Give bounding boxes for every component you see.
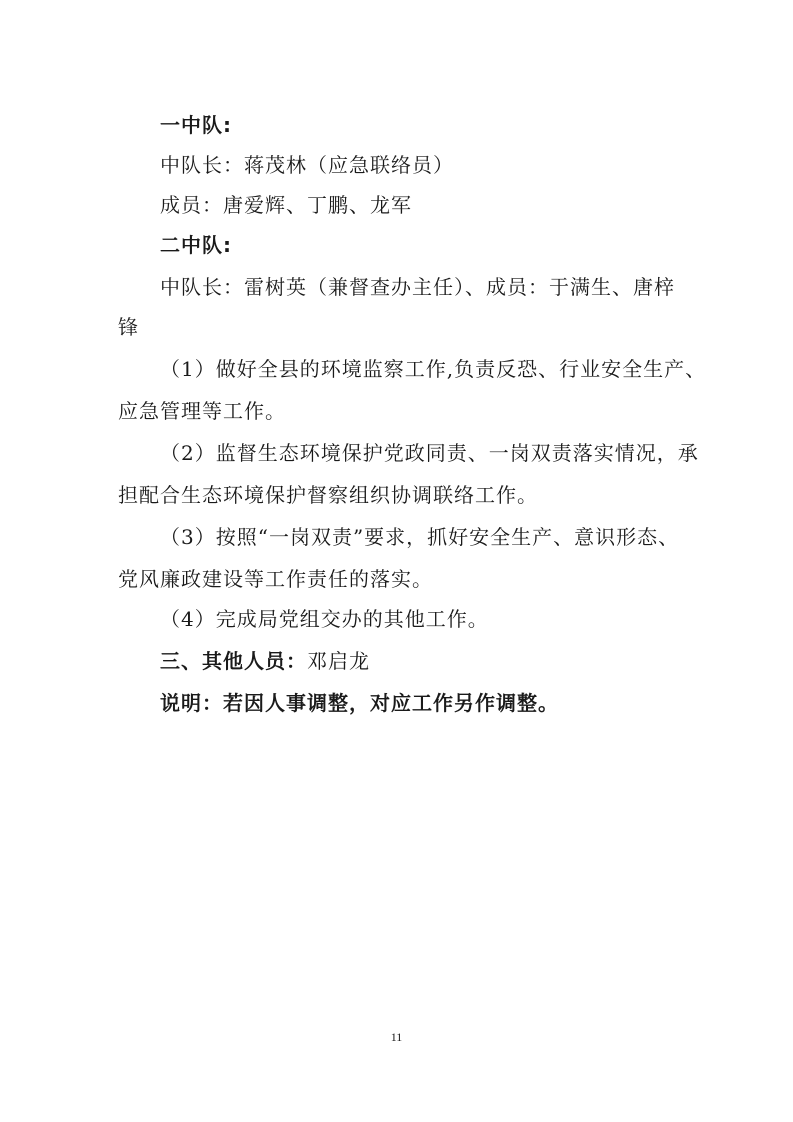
others-value: 邓启龙 — [307, 649, 370, 673]
squad2-leader-line2: 锋 — [118, 315, 139, 339]
duty2-line1: （2）监督生态环境保护党政同责、一岗双责落实情况，承 — [160, 441, 699, 465]
others-line — [160, 647, 680, 675]
duty4: （4）完成局党组交办的其他工作。 — [160, 607, 489, 631]
squad1-leader: 中队长：蒋茂林（应急联络员） — [160, 153, 454, 177]
squad2-leader-line1: 中队长：雷树英（兼督查办主任）、成员：于满生、唐梓 — [160, 275, 675, 299]
squad1-members: 成员：唐爱辉、丁鹏、龙军 — [160, 193, 412, 217]
duty1-line1: （1）做好全县的环境监察工作,负责反恐、行业安全生产、 — [160, 357, 707, 381]
duty3-line2: 党风廉政建设等工作责任的落实。 — [118, 567, 433, 591]
duty2-line2: 担配合生态环境保护督察组织协调联络工作。 — [118, 483, 538, 507]
duty3-line1: （3）按照“一岗双责”要求，抓好安全生产、意识形态、 — [160, 525, 680, 549]
note: 说明：若因人事调整，对应工作另作调整。 — [160, 691, 559, 715]
others-label: 三、其他人员： — [160, 649, 307, 673]
duty1-line2: 应急管理等工作。 — [118, 399, 286, 423]
squad1-heading: 一中队: — [160, 113, 232, 137]
page-number: 11 — [390, 1030, 403, 1044]
squad2-heading: 二中队: — [160, 233, 232, 257]
